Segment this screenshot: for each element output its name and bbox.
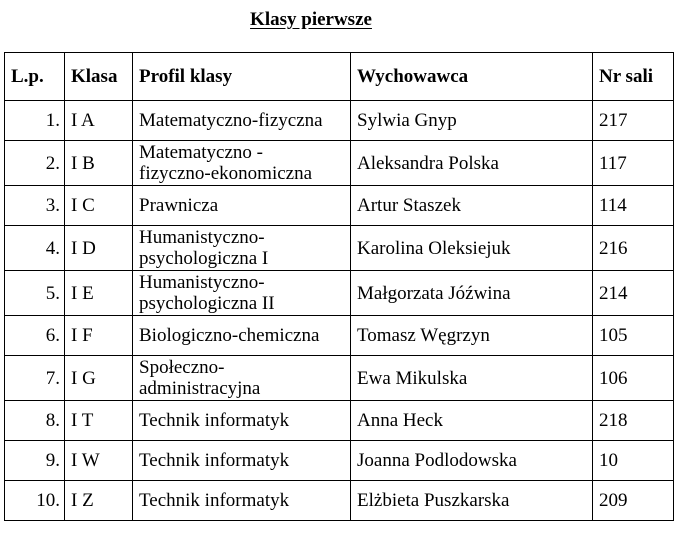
cell-wychowawca: Joanna Podlodowska: [351, 441, 593, 481]
table-row: [5, 481, 674, 521]
cell-profil-line: Technik informatyk: [139, 450, 290, 471]
cell-klasa: I B: [65, 141, 133, 186]
cell-profil: [133, 401, 351, 441]
table-row: [5, 356, 674, 401]
cell-profil-line: Humanistyczno-: [139, 227, 265, 248]
cell-profil-line: Matematyczno -: [139, 142, 263, 163]
table-header-row: [5, 53, 674, 101]
cell-wychowawca: Ewa Mikulska: [351, 356, 593, 401]
cell-profil: [133, 356, 351, 401]
cell-wychowawca: Artur Staszek: [351, 186, 593, 226]
cell-sala: 218: [593, 401, 674, 441]
cell-sala: 106: [593, 356, 674, 401]
cell-profil-line: administracyjna: [139, 378, 261, 399]
cell-klasa: I G: [65, 356, 133, 401]
cell-profil: [133, 101, 351, 141]
cell-profil-line: psychologiczna II: [139, 293, 275, 314]
cell-lp: 1.: [5, 101, 65, 141]
cell-lp: 10.: [5, 481, 65, 521]
cell-klasa: I E: [65, 271, 133, 316]
cell-sala: 217: [593, 101, 674, 141]
cell-lp: 4.: [5, 226, 65, 271]
cell-lp: 8.: [5, 401, 65, 441]
cell-klasa: I D: [65, 226, 133, 271]
table-row: [5, 101, 674, 141]
cell-wychowawca: Elżbieta Puszkarska: [351, 481, 593, 521]
cell-profil-line: Społeczno-: [139, 357, 225, 378]
cell-profil: [133, 271, 351, 316]
cell-sala: 10: [593, 441, 674, 481]
cell-profil: [133, 316, 351, 356]
cell-wychowawca: Aleksandra Polska: [351, 141, 593, 186]
table-row: [5, 401, 674, 441]
table-row: [5, 226, 674, 271]
table-row: [5, 441, 674, 481]
cell-profil: [133, 481, 351, 521]
classes-table: [4, 52, 674, 521]
cell-klasa: I T: [65, 401, 133, 441]
cell-sala: 117: [593, 141, 674, 186]
cell-profil-line: Technik informatyk: [139, 410, 290, 431]
cell-wychowawca: Karolina Oleksiejuk: [351, 226, 593, 271]
cell-lp: 9.: [5, 441, 65, 481]
table-row: [5, 186, 674, 226]
cell-sala: 105: [593, 316, 674, 356]
header-klasa: Klasa: [65, 53, 133, 101]
cell-wychowawca: Sylwia Gnyp: [351, 101, 593, 141]
cell-klasa: I A: [65, 101, 133, 141]
cell-lp: 2.: [5, 141, 65, 186]
cell-wychowawca: Tomasz Węgrzyn: [351, 316, 593, 356]
cell-profil: [133, 226, 351, 271]
cell-profil-line: Prawnicza: [139, 195, 219, 216]
cell-klasa: I C: [65, 186, 133, 226]
cell-klasa: I Z: [65, 481, 133, 521]
cell-profil-line: Matematyczno-fizyczna: [139, 110, 323, 131]
table-row: [5, 271, 674, 316]
cell-profil: [133, 186, 351, 226]
cell-klasa: I F: [65, 316, 133, 356]
cell-profil-line: psychologiczna I: [139, 248, 269, 269]
page-title: Klasy pierwsze: [250, 9, 372, 30]
table-row: [5, 141, 674, 186]
cell-sala: 209: [593, 481, 674, 521]
cell-lp: 5.: [5, 271, 65, 316]
cell-lp: 3.: [5, 186, 65, 226]
cell-klasa: I W: [65, 441, 133, 481]
header-sala: Nr sali: [593, 53, 674, 101]
cell-sala: 216: [593, 226, 674, 271]
cell-profil-line: Technik informatyk: [139, 490, 290, 511]
header-profil: Profil klasy: [133, 53, 351, 101]
table-row: [5, 316, 674, 356]
cell-profil-line: Humanistyczno-: [139, 272, 265, 293]
header-wychowawca: Wychowawca: [351, 53, 593, 101]
cell-sala: 214: [593, 271, 674, 316]
cell-lp: 6.: [5, 316, 65, 356]
cell-lp: 7.: [5, 356, 65, 401]
cell-wychowawca: Małgorzata Jóźwina: [351, 271, 593, 316]
cell-profil: [133, 141, 351, 186]
cell-wychowawca: Anna Heck: [351, 401, 593, 441]
cell-profil-line: Biologiczno-chemiczna: [139, 325, 320, 346]
cell-profil: [133, 441, 351, 481]
cell-profil-line: fizyczno-ekonomiczna: [139, 163, 313, 184]
cell-sala: 114: [593, 186, 674, 226]
header-lp: L.p.: [5, 53, 65, 101]
